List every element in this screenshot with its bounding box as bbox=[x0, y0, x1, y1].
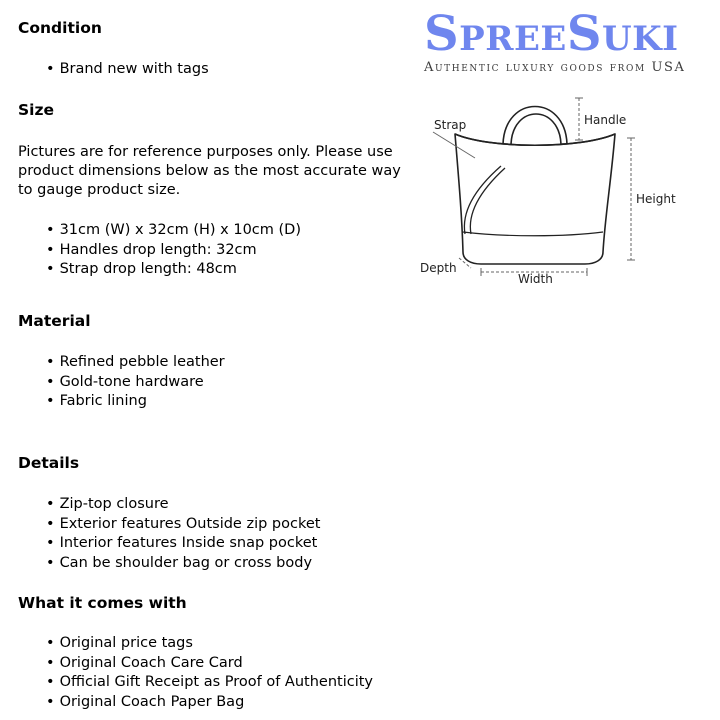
list-item: • Exterior features Outside zip pocket bbox=[46, 515, 320, 535]
logo-title: SpreeSuki bbox=[424, 6, 679, 62]
bag-illustration bbox=[455, 107, 615, 265]
comes-with-list bbox=[46, 634, 373, 712]
list-item: • Zip-top closure bbox=[46, 495, 320, 515]
list-item: • Interior features Inside snap pocket bbox=[46, 534, 320, 554]
material-heading: Material bbox=[18, 312, 91, 330]
details-list bbox=[46, 495, 320, 573]
size-heading: Size bbox=[18, 101, 55, 119]
list-item: • Gold-tone hardware bbox=[46, 373, 225, 393]
handle-outer bbox=[503, 107, 567, 145]
list-item: • Original price tags bbox=[46, 634, 373, 654]
size-list bbox=[46, 221, 301, 280]
handle-label: Handle bbox=[584, 113, 627, 127]
height-label: Height bbox=[636, 192, 676, 206]
list-item: • Handles drop length: 32cm bbox=[46, 241, 301, 261]
list-item: • Original Coach Paper Bag bbox=[46, 693, 373, 713]
list-item: • Can be shoulder bag or cross body bbox=[46, 554, 320, 574]
logo-tagline: Authentic luxury goods from USA bbox=[424, 60, 686, 75]
material-list bbox=[46, 353, 225, 412]
spreesuki-logo bbox=[424, 6, 716, 75]
list-item: • 31cm (W) x 32cm (H) x 10cm (D) bbox=[46, 221, 301, 241]
list-item: • Refined pebble leather bbox=[46, 353, 225, 373]
details-heading: Details bbox=[18, 454, 80, 472]
handle-inner bbox=[511, 114, 561, 144]
list-item: • Strap drop length: 48cm bbox=[46, 260, 301, 280]
bag-dimensions-diagram bbox=[415, 92, 715, 292]
list-item: • Fabric lining bbox=[46, 392, 225, 412]
strap-label: Strap bbox=[434, 118, 467, 132]
condition-list bbox=[46, 60, 209, 80]
condition-heading: Condition bbox=[18, 19, 102, 37]
size-note: Pictures are for reference purposes only. Please use product dimensions below as the most accurate way to gauge product size. bbox=[18, 144, 401, 198]
list-item: • Brand new with tags bbox=[46, 60, 209, 80]
width-label: Width bbox=[518, 272, 553, 286]
list-item: • Official Gift Receipt as Proof of Authenticity bbox=[46, 673, 373, 693]
comes-with-heading: What it comes with bbox=[18, 594, 187, 612]
list-item: • Original Coach Care Card bbox=[46, 654, 373, 674]
depth-label: Depth bbox=[420, 261, 457, 275]
